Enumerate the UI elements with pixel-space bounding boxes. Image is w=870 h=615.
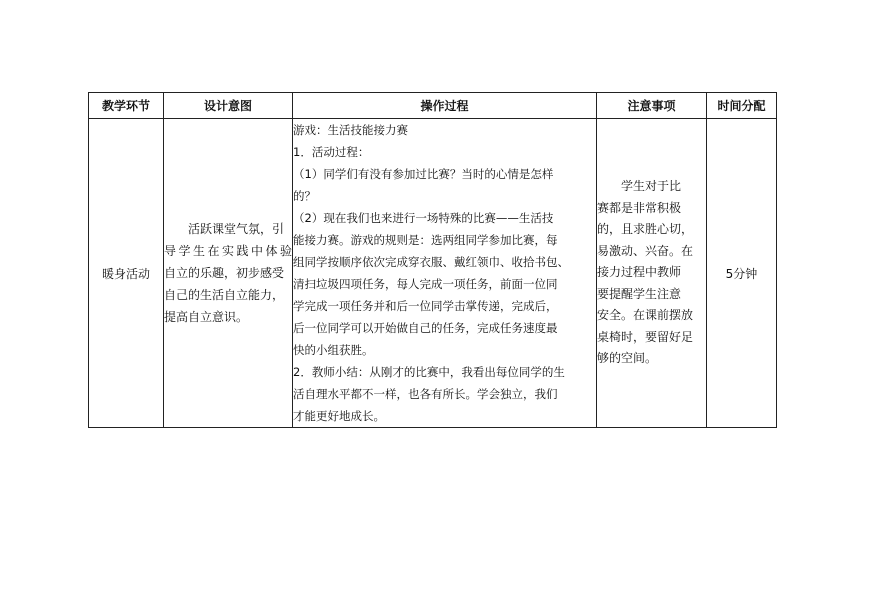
process-line: 快的小组获胜。 (293, 343, 374, 357)
process-line: （1）同学们有没有参加过比赛？当时的心情是怎样 (293, 167, 554, 181)
intent-line: 自立的乐趣，初步感受 (164, 266, 285, 280)
table-row (89, 119, 777, 428)
notes-line: 赛都是非常积极 (597, 200, 682, 215)
header-notes: 注意事项 (597, 93, 707, 119)
process-line: 活自理水平都不一样，也各有所长。学会独立，我们 (293, 387, 558, 401)
time-cell: 5分钟 (707, 119, 777, 428)
intent-line: 导学生在实践中体验 (164, 244, 292, 258)
process-line: 后一位同学可以开始做自己的任务，完成任务速度最 (293, 321, 558, 335)
notes-line: 接力过程中教师 (597, 265, 682, 280)
process-line: （2）现在我们也来进行一场特殊的比赛——生活技 (293, 211, 554, 225)
process-line: 能接力赛。游戏的规则是：选两组同学参加比赛，每 (293, 233, 558, 247)
process-line: 组同学按顺序依次完成穿衣服、戴红领巾、收拾书包、 (293, 255, 569, 269)
header-process: 操作过程 (293, 93, 597, 119)
notes-line: 易激动、兴奋。在 (597, 243, 694, 258)
notes-line: 够的空间。 (597, 351, 658, 366)
process-line: 1．活动过程： (293, 145, 370, 159)
header-time: 时间分配 (707, 93, 777, 119)
header-stage: 教学环节 (89, 93, 164, 119)
notes-line: 的，且求胜心切， (597, 222, 694, 237)
process-line: 学完成一项任务并和后一位同学击掌传递，完成后， (293, 299, 558, 313)
process-line: 游戏：生活技能接力赛 (293, 123, 408, 137)
process-line: 才能更好地成长。 (293, 409, 385, 423)
intent-line: 活跃课堂气氛，引 (188, 222, 285, 236)
process-line: 的？ (293, 189, 316, 203)
stage-cell: 暖身活动 (89, 119, 164, 428)
notes-cell (597, 119, 707, 428)
intent-cell (164, 119, 293, 428)
intent-line: 提高自立意识。 (164, 310, 249, 324)
process-line: 清扫垃圾四项任务，每人完成一项任务，前面一位同 (293, 277, 558, 291)
process-cell (293, 119, 597, 428)
notes-line: 学生对于比 (621, 179, 682, 194)
process-line: 2．教师小结：从刚才的比赛中，我看出每位同学的生 (293, 365, 565, 379)
header-intent: 设计意图 (164, 93, 293, 119)
notes-line: 要提醒学生注意 (597, 286, 682, 301)
lesson-plan-table (88, 92, 777, 428)
notes-line: 桌椅时，要留好足 (597, 329, 694, 344)
intent-line: 自己的生活自立能力， (164, 288, 285, 302)
notes-line: 安全。在课前摆放 (597, 308, 694, 323)
header-row (89, 93, 777, 119)
